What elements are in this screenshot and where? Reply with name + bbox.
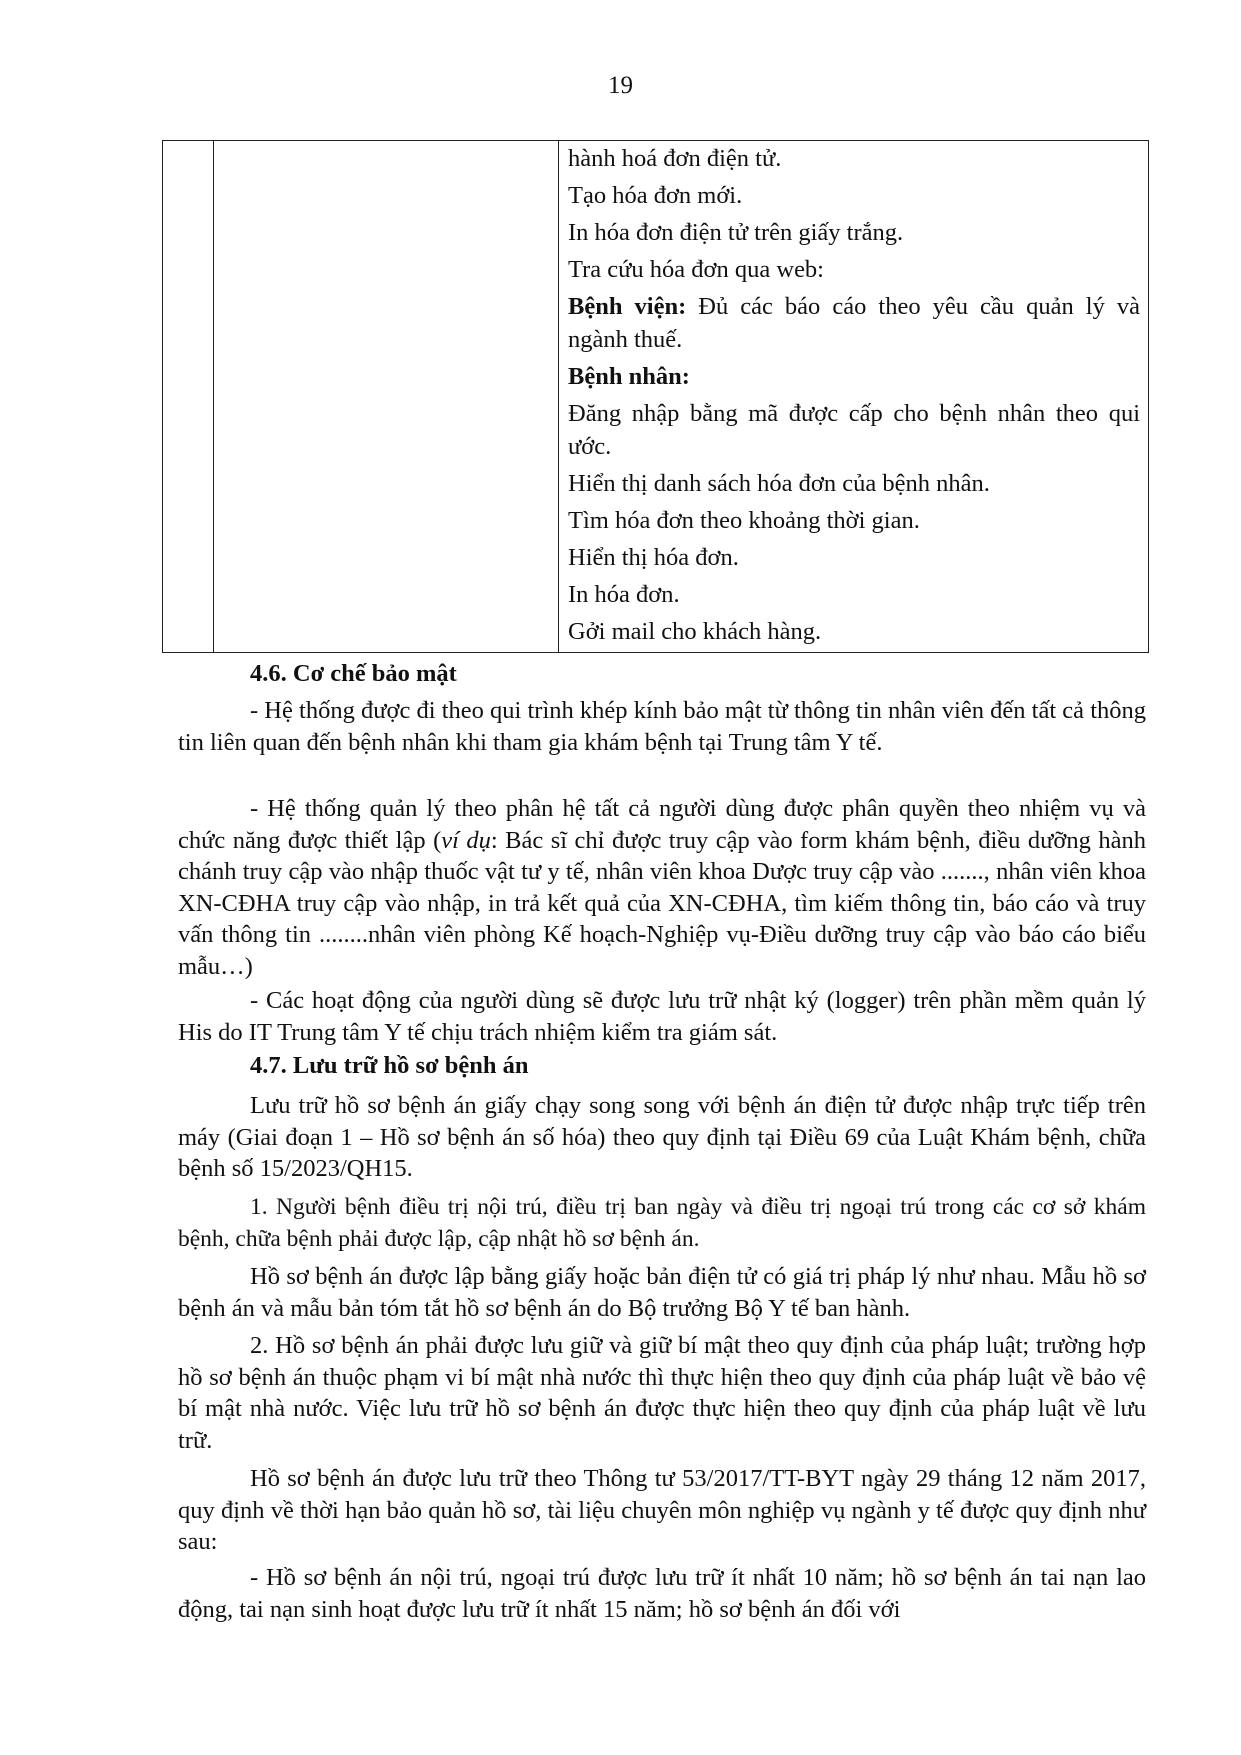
cell-line: hành hoá đơn điện tử. (568, 145, 782, 172)
cell-line: Gởi mail cho khách hàng. (568, 618, 822, 645)
cell-line: Hiển thị danh sách hóa đơn của bệnh nhân. (568, 470, 990, 497)
paragraph: - Hệ thống được đi theo qui trình khép kính bảo mật từ thông tin nhân viên đến tất cả thông tin liên quan đến bệnh nhân khi tham gia khám bệnh tại Trung tâm Y tế. (178, 697, 1146, 756)
paragraph-text: : Bác sĩ chỉ được truy cập vào form khám bệnh, điều dưỡng hành chánh truy cập vào nhập thuốc vật tư y tế, nhân viên khoa Dược truy cập vào ......., nhân viên khoa XN-CĐHA truy cập vào nhập, in trả kết quả của XN-CĐHA, tìm kiếm thông tin, báo cáo và truy vấn thông tin ........nhân viên phòng Kế hoạch-Nghiệp vụ-Điều dưỡng truy cập vào báo cáo biểu mẫu…) (178, 826, 1146, 980)
paragraph-italic: ví dụ (441, 826, 491, 854)
paragraph: - Hồ sơ bệnh án nội trú, ngoại trú được lưu trữ ít nhất 10 năm; hồ sơ bệnh án tai nạn lao động, tai nạn sinh hoạt được lưu trữ ít nhất 15 năm; hồ sơ bệnh án đối với (178, 1564, 1146, 1623)
cell-line: In hóa đơn. (568, 581, 680, 608)
cell-line: Tìm hóa đơn theo khoảng thời gian. (568, 507, 920, 534)
cell-hospital-paragraph (568, 290, 1140, 356)
hospital-text: Đủ các báo cáo theo yêu cầu quản lý và ngành thuế. (568, 293, 1140, 353)
table-column-divider (558, 141, 559, 652)
paragraph: Hồ sơ bệnh án được lưu trữ theo Thông tư 53/2017/TT-BYT ngày 29 tháng 12 năm 2017, quy định về thời hạn bảo quản hồ sơ, tài liệu chuyên môn nghiệp vụ ngành y tế được quy định như sau: (178, 1465, 1146, 1555)
paragraph: 1. Người bệnh điều trị nội trú, điều trị ban ngày và điều trị ngoại trú trong các cơ sở khám bệnh, chữa bệnh phải được lập, cập nhật hồ sơ bệnh án. (178, 1194, 1146, 1252)
cell-line: Tạo hóa đơn mới. (568, 182, 743, 209)
hospital-label: Bệnh viện: (568, 293, 687, 320)
section-heading-4-6: 4.6. Cơ chế bảo mật (250, 660, 457, 687)
section-heading-4-7: 4.7. Lưu trữ hồ sơ bệnh án (250, 1052, 529, 1079)
paragraph: - Các hoạt động của người dùng sẽ được lưu trữ nhật ký (logger) trên phần mềm quản lý His do IT Trung tâm Y tế chịu trách nhiệm kiểm tra giám sát. (178, 987, 1146, 1046)
cell-line: Tra cứu hóa đơn qua web: (568, 256, 824, 283)
page-number: 19 (608, 72, 633, 99)
cell-line: Hiển thị hóa đơn. (568, 544, 739, 571)
patient-label: Bệnh nhân: (568, 363, 690, 390)
table-continuation (162, 140, 1149, 653)
table-column-divider (213, 141, 214, 652)
cell-line: Đăng nhập bằng mã được cấp cho bệnh nhân theo qui ước. (568, 400, 1140, 460)
paragraph: Lưu trữ hồ sơ bệnh án giấy chạy song song với bệnh án điện tử được nhập trực tiếp trên máy (Giai đoạn 1 – Hồ sơ bệnh án số hóa) theo quy định tại Điều 69 của Luật Khám bệnh, chữa bệnh số 15/2023/QH15. (178, 1092, 1146, 1182)
cell-line: In hóa đơn điện tử trên giấy trắng. (568, 219, 904, 246)
paragraph: 2. Hồ sơ bệnh án phải được lưu giữ và giữ bí mật theo quy định của pháp luật; trường hợp hồ sơ bệnh án thuộc phạm vi bí mật nhà nước thì thực hiện theo quy định của pháp luật về bảo vệ bí mật nhà nước. Việc lưu trữ hồ sơ bệnh án được thực hiện theo quy định của pháp luật về lưu trữ. (178, 1332, 1146, 1454)
paragraph: Hồ sơ bệnh án được lập bằng giấy hoặc bản điện tử có giá trị pháp lý như nhau. Mẫu hồ sơ bệnh án và mẫu bản tóm tắt hồ sơ bệnh án do Bộ trưởng Bộ Y tế ban hành. (178, 1263, 1146, 1322)
paragraph-text: - Hệ thống quản lý theo phân hệ tất cả người dùng được phân quyền theo nhiệm vụ và chức năng được thiết lập ( (178, 795, 1146, 854)
paragraph (178, 793, 1146, 982)
